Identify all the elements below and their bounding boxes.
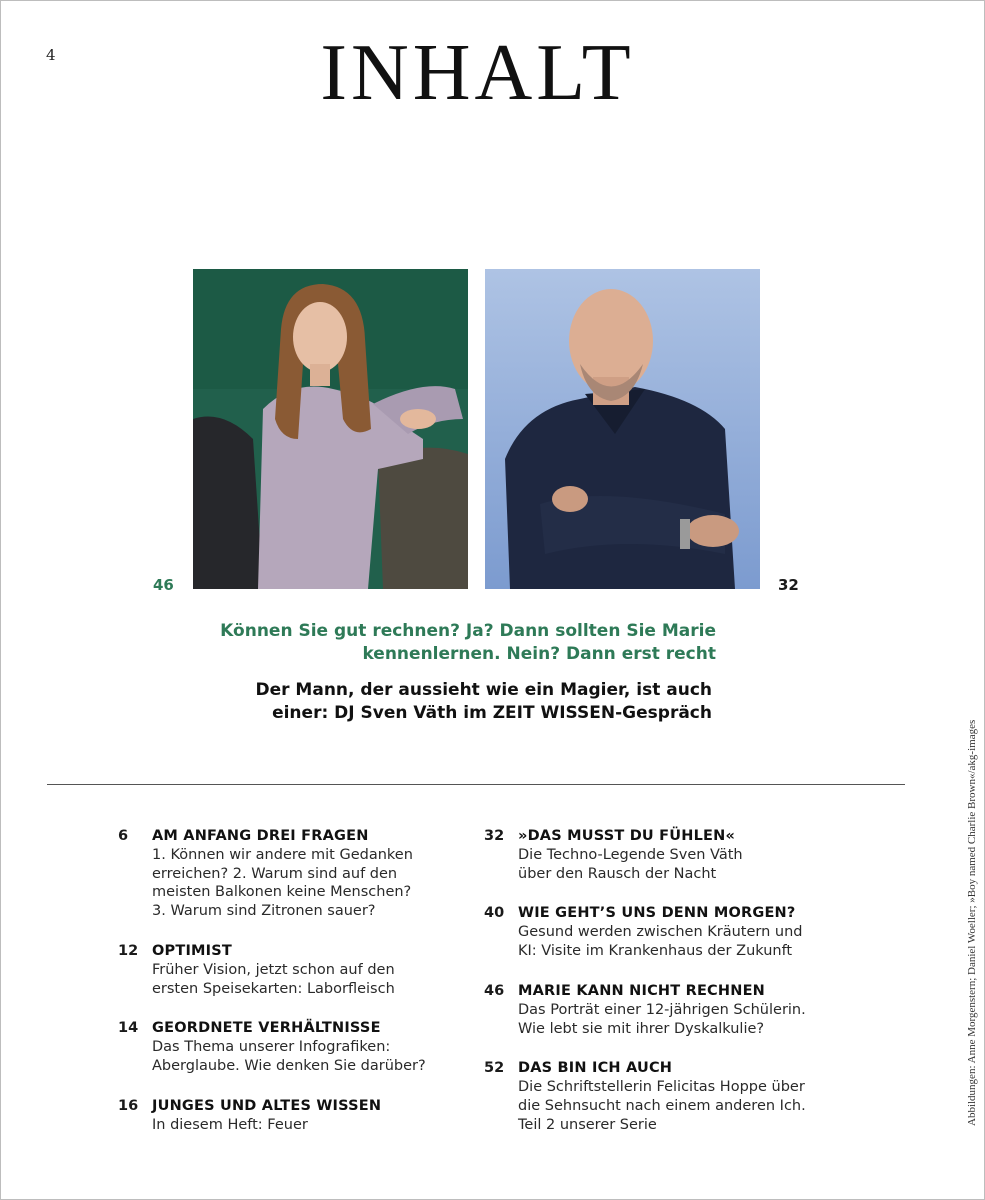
toc-desc-line: KI: Visite im Krankenhaus der Zukunft	[518, 943, 793, 960]
toc-desc-line: Aberglaube. Wie denken Sie darüber?	[152, 1057, 426, 1074]
toc-description	[152, 846, 438, 921]
section-divider	[47, 784, 905, 785]
toc-desc-line: Gesund werden zwischen Kräutern und	[518, 924, 803, 941]
toc-desc-line: ersten Speisekarten: Laborfleisch	[152, 980, 395, 997]
toc-description	[152, 1038, 438, 1075]
sven-caption-line: einer: DJ Sven Väth im ZEIT WISSEN-Gespräch	[272, 703, 712, 723]
toc-entry[interactable]	[118, 1019, 438, 1075]
toc-left-column	[118, 827, 438, 1134]
toc-desc-line: Wie lebt sie mit ihrer Dyskalkulie?	[518, 1020, 765, 1037]
toc-entry[interactable]	[118, 942, 438, 998]
image-credits: Abbildungen: Anne Morgenstern; Daniel Woeller; »Boy named Charlie Brown«/akg-images	[966, 719, 978, 1126]
toc-description	[518, 1001, 814, 1038]
toc-title: GEORDNETE VERHÄLTNISSE	[152, 1020, 381, 1037]
toc-desc-line: 3. Warum sind Zitronen sauer?	[152, 903, 376, 920]
toc-desc-line: Früher Vision, jetzt schon auf den	[152, 961, 395, 978]
toc-entry[interactable]	[118, 1097, 438, 1135]
toc-entry[interactable]	[484, 982, 814, 1038]
toc-page-number: 6	[118, 828, 129, 844]
toc-page-number: 12	[118, 942, 139, 959]
marie-photo[interactable]	[193, 269, 468, 589]
toc-entry[interactable]	[484, 1059, 814, 1134]
toc-title: MARIE KANN NICHT RECHNEN	[518, 982, 766, 999]
toc-desc-line: Teil 2 unserer Serie	[518, 1116, 657, 1133]
toc-description	[152, 1116, 438, 1135]
marie-caption-line: Können Sie gut rechnen? Ja? Dann sollten Sie Marie	[220, 621, 716, 641]
toc-entry[interactable]	[484, 904, 814, 960]
sven-photo[interactable]	[485, 269, 760, 589]
toc-desc-line: Das Thema unserer Infografiken:	[152, 1039, 391, 1056]
page-title: INHALT	[320, 29, 635, 117]
man-portrait-photo-icon	[485, 269, 760, 589]
toc-desc-line: Die Techno-Legende Sven Väth	[518, 847, 743, 863]
toc-description	[518, 1078, 814, 1134]
toc-right-column	[484, 827, 814, 1134]
toc-entry[interactable]	[484, 827, 814, 883]
toc-desc-line: Die Schriftstellerin Felicitas Hoppe über	[518, 1079, 805, 1096]
toc-page-number: 32	[484, 828, 505, 844]
toc-desc-line: In diesem Heft: Feuer	[152, 1116, 308, 1133]
toc-page-number: 16	[118, 1097, 139, 1114]
toc-entry[interactable]	[118, 827, 438, 921]
marie-photo-page-ref: 46	[153, 576, 174, 594]
toc-title: AM ANFANG DREI FRAGEN	[152, 828, 369, 844]
page-number: 4	[46, 46, 56, 64]
toc-desc-line: Das Porträt einer 12-jährigen Schülerin.	[518, 1001, 806, 1018]
toc-title: WIE GEHT’S UNS DENN MORGEN?	[518, 905, 796, 922]
toc-page-number: 14	[118, 1020, 139, 1037]
toc-title: OPTIMIST	[152, 942, 232, 959]
toc-desc-line: die Sehnsucht nach einem anderen Ich.	[518, 1097, 806, 1114]
sven-photo-page-ref: 32	[778, 576, 799, 594]
toc-desc-line: über den Rausch der Nacht	[518, 865, 717, 882]
marie-caption-line: kennenlernen. Nein? Dann erst recht	[362, 644, 716, 664]
toc-title: JUNGES UND ALTES WISSEN	[152, 1097, 382, 1114]
sven-caption-line: Der Mann, der aussieht wie ein Magier, ist auch	[255, 680, 712, 700]
toc-page-number: 46	[484, 982, 505, 999]
girl-portrait-photo-icon	[193, 269, 468, 589]
toc-description	[152, 961, 438, 998]
marie-caption[interactable]	[176, 620, 716, 666]
toc-desc-line: erreichen? 2. Warum sind auf den	[152, 865, 398, 882]
sven-caption[interactable]	[172, 679, 712, 725]
toc-description	[518, 846, 814, 883]
toc-description	[518, 923, 814, 960]
toc-title: DAS BIN ICH AUCH	[518, 1060, 673, 1077]
toc-page-number: 40	[484, 905, 505, 922]
toc-title: »DAS MUSST DU FÜHLEN«	[518, 828, 736, 844]
toc-desc-line: 1. Können wir andere mit Gedanken	[152, 847, 413, 863]
toc-desc-line: meisten Balkonen keine Menschen?	[152, 884, 412, 901]
toc-page-number: 52	[484, 1060, 505, 1077]
